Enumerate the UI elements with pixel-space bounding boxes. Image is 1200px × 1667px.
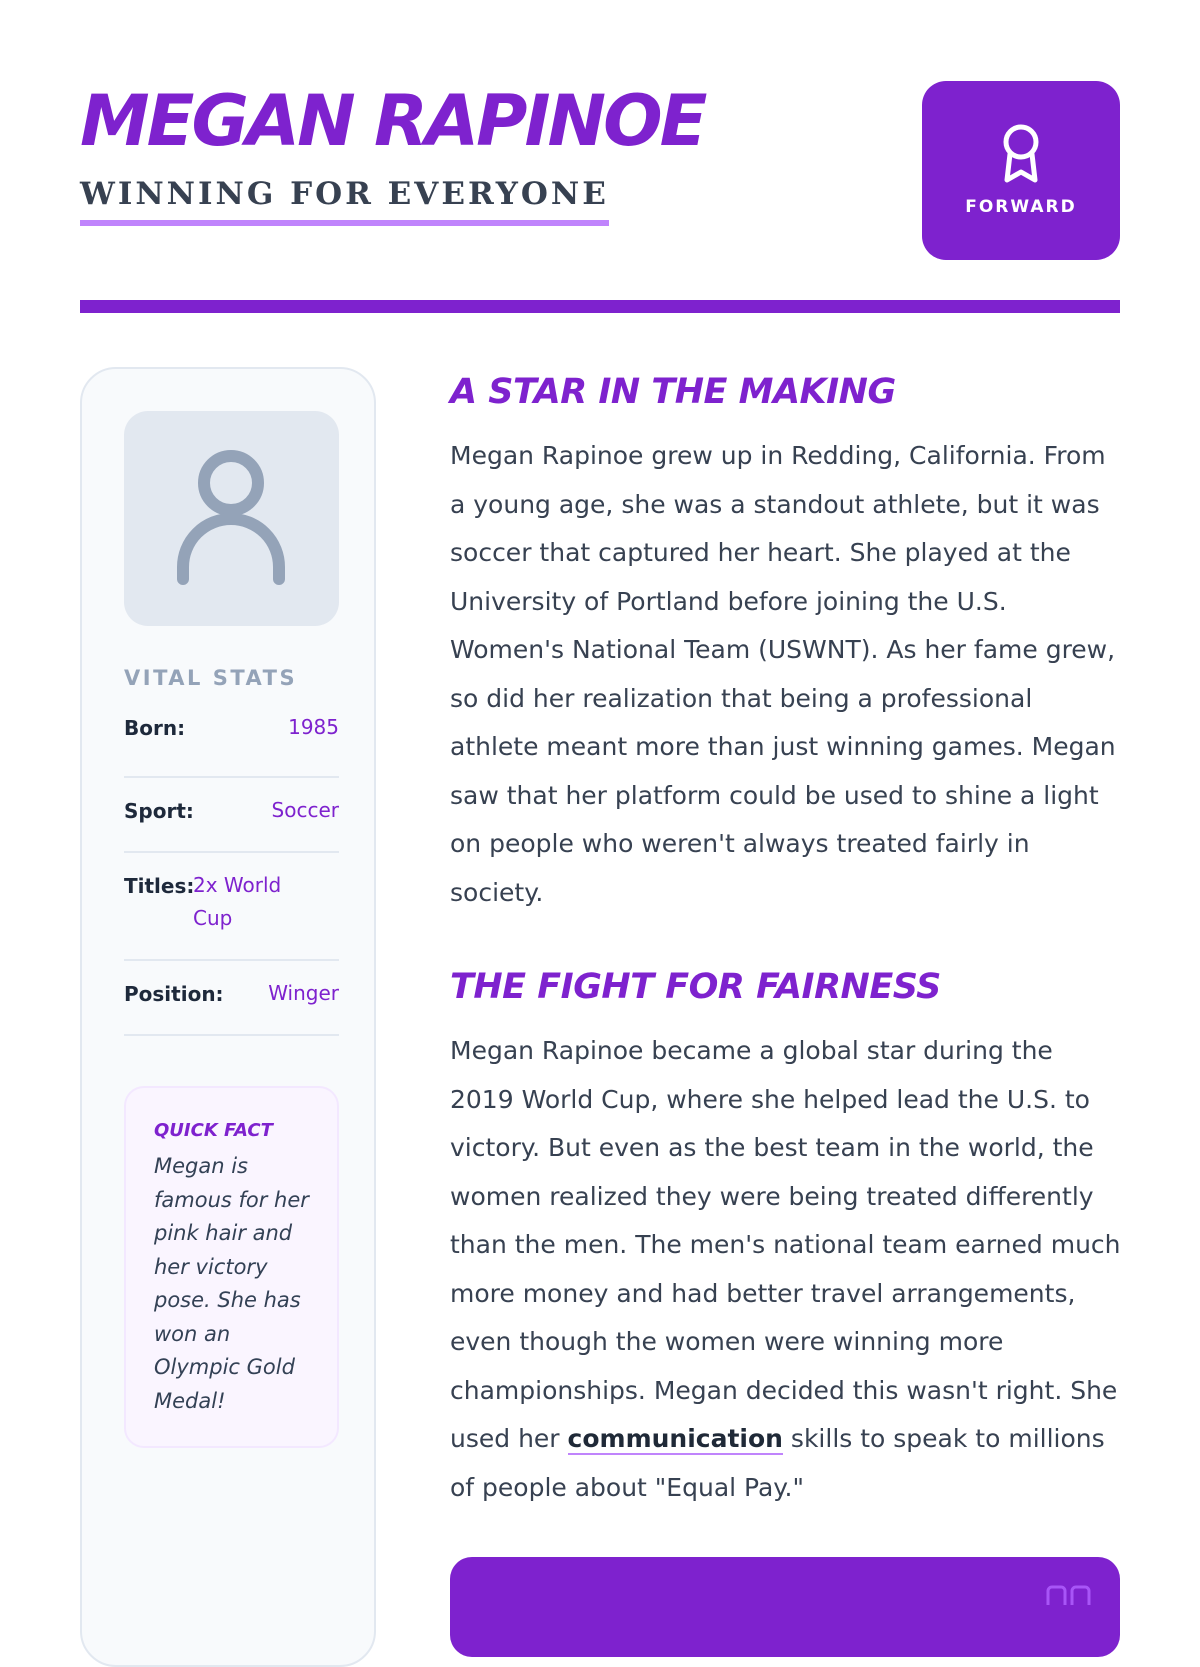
stat-value: Winger bbox=[268, 981, 339, 1005]
section-title: A STAR IN THE MAKING bbox=[450, 372, 896, 412]
header-divider bbox=[80, 300, 1120, 313]
sidebar bbox=[80, 367, 376, 1667]
stat-value: Soccer bbox=[271, 798, 339, 822]
badge-label: FORWARD bbox=[965, 197, 1077, 217]
quick-fact-text: Megan is famous for her pink hair and her victory pose. She has won an Olympic Gold Medal! bbox=[154, 1154, 309, 1413]
section-body bbox=[450, 1027, 1122, 1512]
user-icon bbox=[176, 449, 286, 585]
vital-stats-heading: VITAL STATS bbox=[124, 666, 298, 690]
section-title: THE FIGHT FOR FAIRNESS bbox=[450, 967, 941, 1007]
stat-label: Born: bbox=[124, 716, 186, 740]
quote-icon bbox=[1046, 1585, 1092, 1605]
section-paragraph bbox=[450, 1027, 1122, 1512]
page-subtitle: WINNING FOR EVERYONE bbox=[80, 172, 609, 226]
avatar bbox=[124, 411, 339, 626]
stat-label: Sport: bbox=[124, 799, 194, 823]
section-paragraph: Megan Rapinoe grew up in Redding, California. From a young age, she was a standout athlete, but it was soccer that captured her heart. She played at the University of Portland before joining the U.S. Women's National Team (USWNT). As her fame grew, so did her realization that being a professional athlete meant more than just winning games. Megan saw that her platform could be used to shine a light on people who weren't always treated fairly in society. bbox=[450, 441, 1116, 907]
stat-value: 1985 bbox=[288, 715, 339, 739]
page bbox=[80, 0, 1120, 1600]
stat-row-born bbox=[124, 714, 339, 778]
paragraph-text: skills to speak to millions of people about "Equal Pay." bbox=[450, 1424, 1105, 1502]
quick-fact-title: QUICK FACT bbox=[154, 1120, 273, 1141]
callout-box bbox=[450, 1557, 1120, 1657]
stat-row-titles bbox=[124, 853, 339, 961]
stat-label: Position: bbox=[124, 982, 224, 1006]
position-badge bbox=[922, 81, 1120, 260]
stat-value: 2x World Cup bbox=[193, 873, 282, 930]
highlighted-term[interactable]: communication bbox=[567, 1424, 783, 1453]
stat-label: Titles: bbox=[124, 874, 195, 898]
section-body bbox=[450, 432, 1122, 917]
award-ribbon-icon bbox=[1001, 122, 1041, 184]
stat-row-sport bbox=[124, 778, 339, 853]
stat-row-position bbox=[124, 961, 339, 1036]
quick-fact-card bbox=[124, 1086, 339, 1448]
paragraph-text: Megan Rapinoe became a global star during the 2019 World Cup, where she helped lead the U.S. to victory. But even as the best team in the world, the women realized they were being treated differently than the men. The men's national team earned much more money and had better travel arrangements, even though the women were winning more championships. Megan decided this wasn't right. She used her bbox=[450, 1036, 1121, 1453]
page-title: MEGAN RAPINOE bbox=[80, 80, 705, 162]
